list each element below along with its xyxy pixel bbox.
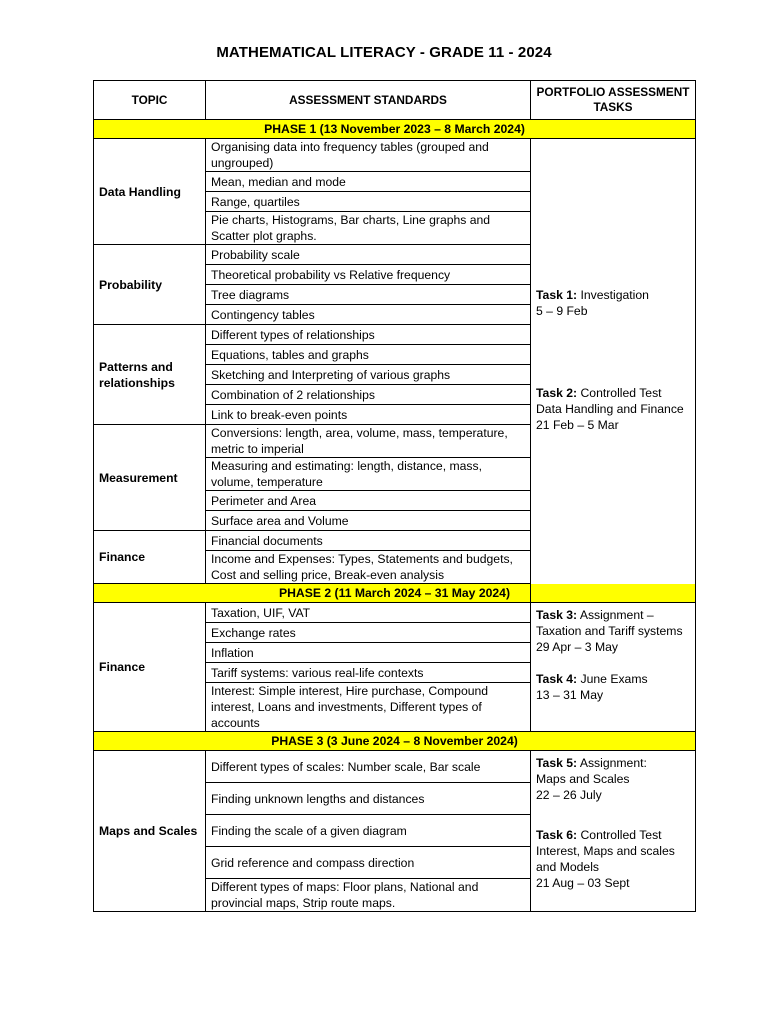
task-5-label: Task 5:: [536, 756, 578, 770]
phase-1-row: [94, 120, 696, 139]
task-1-desc: Investigation: [580, 288, 649, 302]
standard-item: Mean, median and mode: [206, 172, 531, 192]
task-2-desc2: Data Handling and Finance: [536, 402, 684, 416]
topic-data-handling: Data Handling: [94, 139, 206, 245]
standard-item: Financial documents: [206, 531, 531, 551]
task-5-desc2: Maps and Scales: [536, 772, 630, 786]
standard-item: Taxation, UIF, VAT: [206, 603, 531, 623]
standard-item: Range, quartiles: [206, 192, 531, 212]
standard-item: Measuring and estimating: length, distance, mass, volume, temperature: [206, 458, 531, 491]
task-2-desc: Controlled Test: [580, 386, 662, 400]
task-5-desc: Assignment:: [579, 756, 647, 770]
standard-item: Tree diagrams: [206, 285, 531, 305]
header-standards: ASSESSMENT STANDARDS: [206, 81, 531, 120]
standard-item: Contingency tables: [206, 305, 531, 325]
task-4-desc: June Exams: [580, 672, 648, 686]
standard-item: Finding the scale of a given diagram: [206, 815, 531, 847]
standard-item: Exchange rates: [206, 623, 531, 643]
task-2-dates: 21 Feb – 5 Mar: [536, 418, 619, 432]
document-title: MATHEMATICAL LITERACY - GRADE 11 - 2024: [216, 44, 552, 61]
standard-item: Inflation: [206, 643, 531, 663]
standard-item: Equations, tables and graphs: [206, 345, 531, 365]
standard-item: Organising data into frequency tables (grouped and ungrouped): [206, 139, 531, 172]
standard-item: Tariff systems: various real-life contexts: [206, 663, 531, 683]
topic-patterns: Patterns and relationships: [94, 325, 206, 425]
header-topic: TOPIC: [94, 81, 206, 120]
task-3-desc: Assignment –: [579, 608, 654, 622]
topic-measurement: Measurement: [94, 425, 206, 531]
standard-item: Perimeter and Area: [206, 491, 531, 511]
standard-item: Conversions: length, area, volume, mass, temperature, metric to imperial: [206, 425, 531, 458]
topic-maps-and-scales: Maps and Scales: [94, 751, 206, 912]
standard-item: Pie charts, Histograms, Bar charts, Line graphs and Scatter plot graphs.: [206, 212, 531, 245]
phase-3-row: [94, 732, 696, 751]
standard-item: Combination of 2 relationships: [206, 385, 531, 405]
topic-probability: Probability: [94, 245, 206, 325]
assessment-plan-table: [93, 80, 696, 912]
standard-item: Probability scale: [206, 245, 531, 265]
topic-finance-1: Finance: [94, 531, 206, 584]
phase-1-tasks: [531, 139, 696, 603]
task-1-dates: 5 – 9 Feb: [536, 304, 588, 318]
standard-item: Different types of maps: Floor plans, National and provincial maps, Strip route maps.: [206, 879, 531, 912]
phase-2-row: [94, 584, 696, 603]
task-4-label: Task 4:: [536, 672, 578, 686]
standard-item: Surface area and Volume: [206, 511, 531, 531]
standard-item: Sketching and Interpreting of various graphs: [206, 365, 531, 385]
standard-item: Theoretical probability vs Relative frequency: [206, 265, 531, 285]
task-6-desc2: Interest, Maps and scales and Models: [536, 844, 675, 874]
task-2-label: Task 2:: [536, 386, 578, 400]
header-tasks: PORTFOLIO ASSESSMENT TASKS: [531, 81, 696, 120]
standard-item: Different types of relationships: [206, 325, 531, 345]
task-5-dates: 22 – 26 July: [536, 788, 602, 802]
standard-item: Interest: Simple interest, Hire purchase, Compound interest, Loans and investments, Different types of accounts: [206, 683, 531, 732]
phase-3-label: PHASE 3 (3 June 2024 – 8 November 2024): [94, 732, 696, 751]
phase-2-label: PHASE 2 (11 March 2024 – 31 May 2024): [94, 584, 696, 603]
task-3-dates: 29 Apr – 3 May: [536, 640, 618, 654]
topic-finance-2: Finance: [94, 603, 206, 732]
phase-2-tasks: [531, 603, 696, 732]
task-4-dates: 13 – 31 May: [536, 688, 604, 702]
phase-3-tasks: [531, 751, 696, 912]
task-1-label: Task 1:: [536, 288, 578, 302]
header-row: [94, 81, 696, 120]
phase-1-label: PHASE 1 (13 November 2023 – 8 March 2024): [94, 120, 696, 139]
task-3-label: Task 3:: [536, 608, 578, 622]
standard-item: Finding unknown lengths and distances: [206, 783, 531, 815]
standard-item: Different types of scales: Number scale, Bar scale: [206, 751, 531, 783]
standard-item: Link to break-even points: [206, 405, 531, 425]
standard-item: Income and Expenses: Types, Statements and budgets, Cost and selling price, Break-even analysis: [206, 551, 531, 584]
task-3-desc2: Taxation and Tariff systems: [536, 624, 683, 638]
task-6-label: Task 6:: [536, 828, 578, 842]
standard-item: Grid reference and compass direction: [206, 847, 531, 879]
task-6-dates: 21 Aug – 03 Sept: [536, 876, 630, 890]
task-6-desc: Controlled Test: [580, 828, 662, 842]
